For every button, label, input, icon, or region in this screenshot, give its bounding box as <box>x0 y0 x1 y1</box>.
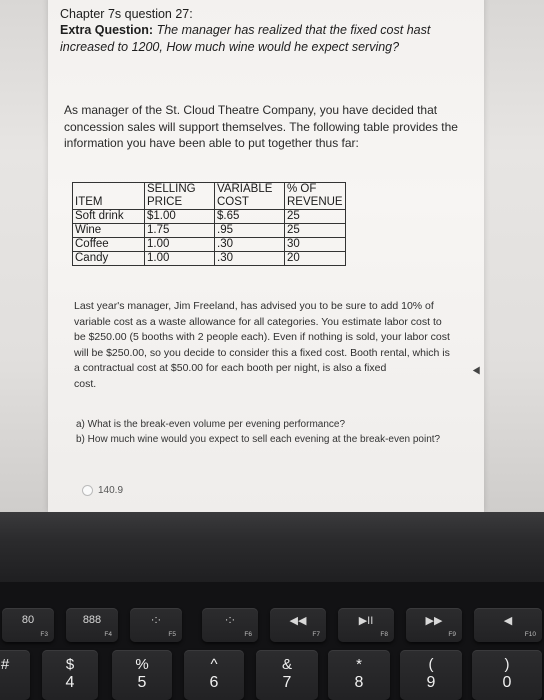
key-digit: 8 <box>354 674 364 691</box>
f3-key[interactable] <box>2 608 54 642</box>
key-symbol: % <box>135 656 149 673</box>
table-row <box>73 210 346 224</box>
key-digit: 0 <box>502 674 512 691</box>
key-symbol: $ <box>65 656 75 673</box>
f6-key[interactable] <box>202 608 258 642</box>
table-cell: 20 <box>285 252 346 266</box>
extra-question <box>60 22 480 56</box>
table-header-row <box>73 196 346 210</box>
key-symbol: * <box>356 656 362 673</box>
key-label: F5 <box>168 631 176 638</box>
answer-label: 140.9 <box>98 484 124 496</box>
table-header-top <box>73 183 346 197</box>
key-symbol: ( <box>428 656 434 673</box>
table-cell: 25 <box>285 210 346 224</box>
table-header-cell: COST <box>215 196 285 210</box>
chapter-title: Chapter 7s question 27: <box>60 7 193 21</box>
table-header-cell: SELLING <box>145 183 215 197</box>
problem-paragraph: Last year's manager, Jim Freeland, has advised you to be sure to add 10% of variable cost as a waste allowance for all categories. You estimate labor cost to be $250.00 (5 booths with 2 people each). Even if nothing is sold, your labor cost will be $250.00, so you decide to consider this a fixed cost. Booth rental, which is a contractual cost at $50.00 for each booth per night, is also a fixed <box>74 300 450 374</box>
mission-control-icon: 80 <box>21 614 35 626</box>
keyboard-brightness-up-icon: ·:· <box>224 614 236 626</box>
table-row <box>73 252 346 266</box>
table-cell: .30 <box>215 238 285 252</box>
mute-icon: ◀ <box>503 615 513 627</box>
table-row <box>73 238 346 252</box>
sub-questions <box>76 417 456 447</box>
key-6[interactable] <box>184 650 244 700</box>
fast-forward-icon: ▶▶ <box>425 615 443 627</box>
table-cell: Soft drink <box>73 210 145 224</box>
f4-key[interactable] <box>66 608 118 642</box>
key-7[interactable] <box>256 650 318 700</box>
key-label: F3 <box>40 631 48 638</box>
answer-radio[interactable] <box>82 485 93 496</box>
table-header-cell: VARIABLE <box>215 183 285 197</box>
intro-paragraph: As manager of the St. Cloud Theatre Company, you have decided that concession sales will support themselves. The following table provides the information you have been able to put together thus far: <box>64 103 458 150</box>
key-3[interactable] <box>0 650 30 700</box>
key-0[interactable] <box>472 650 542 700</box>
table-cell: 1.75 <box>145 224 215 238</box>
play-pause-icon: ▶II <box>358 615 374 627</box>
concession-table <box>72 182 346 266</box>
table-cell: 25 <box>285 224 346 238</box>
f10-key[interactable] <box>474 608 542 642</box>
key-digit: 4 <box>65 674 75 691</box>
question-page <box>48 0 484 512</box>
table-cell: $1.00 <box>145 210 215 224</box>
f8-key[interactable] <box>338 608 394 642</box>
launchpad-icon: 888 <box>82 614 102 626</box>
table-cell: 30 <box>285 238 346 252</box>
key-digit: 7 <box>282 674 292 691</box>
laptop-bezel <box>0 512 544 582</box>
table-row <box>73 224 346 238</box>
key-9[interactable] <box>400 650 462 700</box>
problem-text <box>74 299 456 392</box>
answer-choice[interactable] <box>82 482 123 498</box>
table-header-cell <box>73 183 145 197</box>
problem-paragraph-tail: cost. <box>74 377 97 390</box>
question-b: b) How much wine would you expect to sell each evening at the break-even point? <box>76 434 441 445</box>
table-header-cell: % OF <box>285 183 346 197</box>
key-4[interactable] <box>42 650 98 700</box>
key-label: F7 <box>312 631 320 638</box>
table-header-cell: ITEM <box>73 196 145 210</box>
key-digit: 9 <box>426 674 436 691</box>
table-header-cell: PRICE <box>145 196 215 210</box>
table-cell: 1.00 <box>145 238 215 252</box>
key-label: F10 <box>524 631 536 638</box>
key-symbol: & <box>281 656 292 673</box>
key-label: F4 <box>104 631 112 638</box>
f9-key[interactable] <box>406 608 462 642</box>
question-a: a) What is the break-even volume per evening performance? <box>76 419 346 430</box>
key-label: F6 <box>244 631 252 638</box>
key-8[interactable] <box>328 650 390 700</box>
table-cell: .95 <box>215 224 285 238</box>
table-cell: .30 <box>215 252 285 266</box>
key-label: F9 <box>448 631 456 638</box>
table-cell: Candy <box>73 252 145 266</box>
keyboard-brightness-down-icon: ·:· <box>150 614 162 626</box>
table-cell: Coffee <box>73 238 145 252</box>
key-symbol: # <box>0 656 10 673</box>
extra-question-text: The manager has realized that the fixed cost hast increased to 1200, How much wine would he expect serving? <box>60 23 431 54</box>
key-symbol: ^ <box>210 656 218 673</box>
question-header <box>60 6 480 56</box>
f7-key[interactable] <box>270 608 326 642</box>
f5-key[interactable] <box>130 608 182 642</box>
key-digit: 5 <box>137 674 147 691</box>
key-digit: 6 <box>209 674 219 691</box>
rewind-icon: ◀◀ <box>289 615 307 627</box>
key-symbol: ) <box>504 656 510 673</box>
key-5[interactable] <box>112 650 172 700</box>
table-cell: Wine <box>73 224 145 238</box>
key-label: F8 <box>380 631 388 638</box>
table-cell: 1.00 <box>145 252 215 266</box>
table-cell: $.65 <box>215 210 285 224</box>
extra-question-label: Extra Question: <box>60 23 154 37</box>
table-header-cell: REVENUE <box>285 196 346 210</box>
